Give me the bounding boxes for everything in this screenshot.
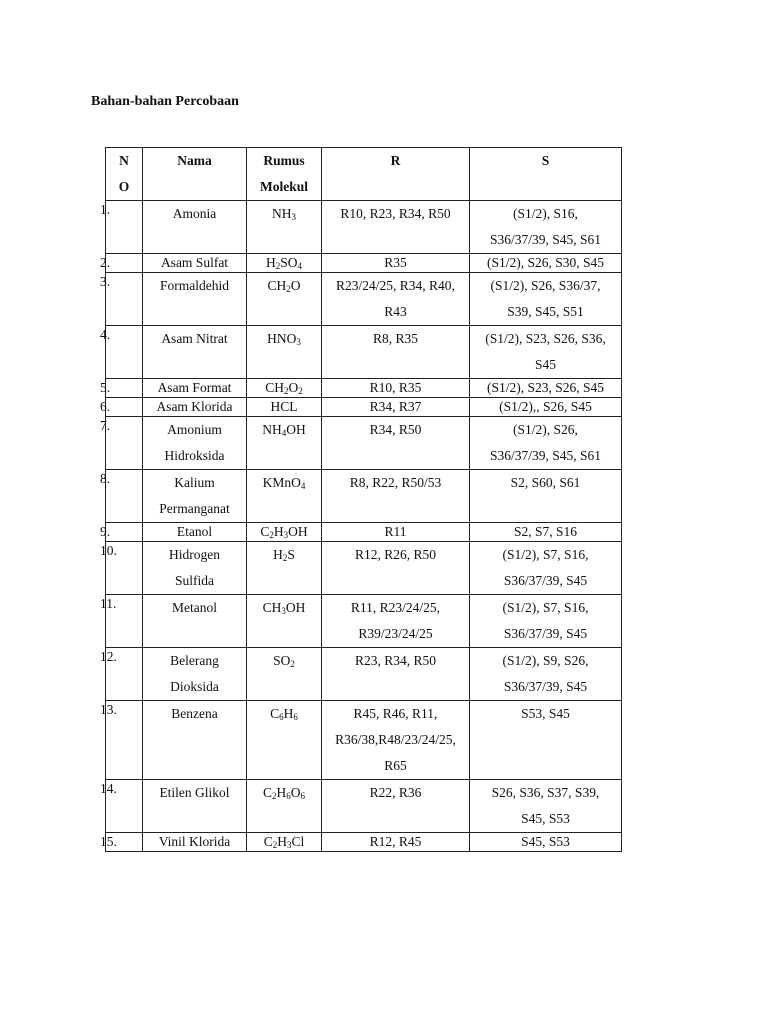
header-rumus (247, 148, 322, 201)
cell-r (322, 523, 470, 542)
formula-text: Cl (291, 834, 305, 849)
table-row (106, 780, 622, 833)
chemical-formula (273, 547, 295, 562)
cell-nama-line-1: Benzena (171, 706, 218, 721)
cell-r-line-1: R34, R50 (369, 422, 422, 437)
cell-s-line-1: S53, S45 (521, 706, 570, 721)
cell-no (100, 833, 143, 852)
table-row (106, 595, 622, 648)
cell-s (470, 833, 622, 852)
cell-rumus (247, 470, 322, 523)
cell-s-line-1: (S1/2), S16, (513, 206, 578, 221)
cell-r (322, 542, 470, 595)
cell-no (100, 523, 143, 542)
row-number: 11. (100, 596, 117, 611)
formula-text: KMnO (262, 475, 301, 490)
row-number: 2. (100, 255, 111, 270)
cell-s (470, 542, 622, 595)
row-number: 1. (100, 202, 111, 217)
table-row (106, 254, 622, 273)
cell-nama (143, 523, 247, 542)
header-no (106, 148, 143, 201)
cell-s (470, 254, 622, 273)
formula-text: C (270, 706, 280, 721)
cell-s-line-1: S26, S36, S37, S39, (491, 785, 600, 800)
formula-text: S (287, 547, 295, 562)
cell-s-line-2: S36/37/39, S45, S61 (489, 232, 602, 247)
cell-nama-line-1: Hidrogen (169, 547, 220, 562)
formula-subscript: 6 (300, 791, 305, 801)
formula-text: H (273, 524, 284, 539)
table-row (106, 379, 622, 398)
cell-s-line-2: S36/37/39, S45 (503, 679, 588, 694)
formula-subscript: 4 (300, 481, 306, 491)
formula-subscript: 2 (286, 284, 291, 294)
cell-r-line-1: R23, R34, R50 (354, 653, 436, 668)
cell-r-line-3: R65 (384, 758, 407, 773)
row-number: 12. (100, 649, 117, 664)
cell-nama (143, 542, 247, 595)
formula-text: NH (272, 206, 292, 221)
formula-subscript: 4 (281, 428, 287, 438)
cell-nama-line-2: Sulfida (175, 573, 214, 588)
formula-text: OH (285, 600, 306, 615)
cell-rumus (247, 780, 322, 833)
table-header (106, 148, 622, 201)
formula-subscript: 2 (298, 386, 303, 396)
row-number: 4. (100, 327, 111, 342)
cell-nama (143, 379, 247, 398)
table-row (106, 470, 622, 523)
cell-no (100, 379, 143, 398)
cell-s (470, 201, 622, 254)
formula-text: OH (288, 524, 308, 539)
cell-rumus (247, 398, 322, 417)
formula-text: C (260, 524, 270, 539)
chemical-formula (266, 255, 302, 270)
chemical-formula (271, 399, 298, 414)
formula-subscript: 2 (282, 553, 288, 563)
cell-s-line-1: (S1/2), S26, S30, S45 (486, 255, 605, 270)
chemical-formula (263, 475, 306, 490)
cell-rumus (247, 254, 322, 273)
cell-s (470, 595, 622, 648)
cell-nama-line-1: Vinil Klorida (158, 834, 231, 849)
table-row (106, 326, 622, 379)
formula-text: H (265, 255, 276, 270)
formula-subscript: 2 (275, 261, 281, 271)
cell-s (470, 379, 622, 398)
cell-r (322, 833, 470, 852)
cell-s (470, 780, 622, 833)
formula-subscript: 2 (290, 659, 295, 669)
formula-text: O (290, 278, 301, 293)
cell-r-line-1: R11 (384, 524, 407, 539)
cell-r (322, 595, 470, 648)
cell-s-line-2: S36/37/39, S45 (503, 573, 588, 588)
header-row (106, 148, 622, 201)
table-row (106, 201, 622, 254)
formula-text: O (290, 785, 301, 800)
formula-subscript: 6 (286, 791, 291, 801)
formula-text: OH (286, 422, 306, 437)
formula-subscript: 6 (293, 712, 298, 722)
cell-r-line-2: R39/23/24/25 (358, 626, 433, 641)
cell-s (470, 470, 622, 523)
cell-no (100, 542, 143, 595)
cell-s-line-1: (S1/2), S23, S26, S45 (486, 380, 605, 395)
header-s (470, 148, 622, 201)
cell-s (470, 326, 622, 379)
cell-rumus (247, 273, 322, 326)
row-number: 10. (100, 543, 117, 558)
header-no-line2: O (118, 179, 130, 194)
table-row (106, 523, 622, 542)
cell-r-line-1: R45, R46, R11, (353, 706, 438, 721)
cell-s-line-1: (S1/2), S7, S16, (502, 600, 589, 615)
cell-s (470, 701, 622, 780)
formula-text: H (276, 785, 287, 800)
cell-r (322, 417, 470, 470)
cell-r-line-1: R12, R45 (369, 834, 422, 849)
cell-nama-line-1: Formaldehid (160, 278, 229, 293)
cell-r-line-2: R43 (384, 304, 407, 319)
cell-r (322, 201, 470, 254)
formula-text: H (283, 706, 294, 721)
chemical-formula (265, 380, 303, 395)
chemical-formula (263, 785, 305, 800)
cell-no (100, 398, 143, 417)
cell-nama-line-1: Asam Nitrat (161, 331, 228, 346)
cell-r (322, 254, 470, 273)
cell-s (470, 273, 622, 326)
table-row (106, 648, 622, 701)
cell-s-line-1: S2, S60, S61 (510, 475, 581, 490)
formula-text: HNO (267, 331, 297, 346)
formula-subscript: 2 (272, 791, 277, 801)
row-number: 15. (100, 834, 117, 849)
cell-r-line-1: R22, R36 (369, 785, 422, 800)
cell-nama (143, 648, 247, 701)
formula-text: NH (262, 422, 282, 437)
cell-s-line-1: (S1/2), S7, S16, (502, 547, 589, 562)
header-rumus-line2: Molekul (259, 179, 308, 194)
formula-subscript: 3 (291, 212, 296, 222)
cell-no (100, 701, 143, 780)
cell-no (100, 595, 143, 648)
cell-r-line-1: R10, R23, R34, R50 (340, 206, 451, 221)
cell-r-line-1: R12, R26, R50 (354, 547, 436, 562)
row-number: 9. (100, 524, 111, 539)
cell-s-line-1: S45, S53 (521, 834, 570, 849)
materials-table (100, 147, 622, 852)
header-no-line1: N (119, 153, 129, 168)
cell-s-line-1: (S1/2), S23, S26, S36, (485, 331, 606, 346)
cell-nama (143, 201, 247, 254)
cell-s (470, 648, 622, 701)
cell-s-line-1: (S1/2),, S26, S45 (499, 399, 592, 414)
page-title: Bahan-bahan Percobaan (91, 94, 239, 109)
cell-no (100, 648, 143, 701)
cell-r (322, 273, 470, 326)
cell-s-line-2: S39, S45, S51 (507, 304, 584, 319)
cell-nama (143, 470, 247, 523)
cell-nama (143, 833, 247, 852)
cell-nama-line-1: Etilen Glikol (159, 785, 230, 800)
formula-subscript: 3 (281, 606, 286, 616)
cell-nama-line-1: Amonium (167, 422, 222, 437)
header-nama-label: Nama (177, 153, 212, 168)
formula-text: SO (280, 255, 298, 270)
cell-s (470, 417, 622, 470)
cell-nama (143, 595, 247, 648)
cell-no (100, 326, 143, 379)
cell-r-line-1: R8, R22, R50/53 (349, 475, 442, 490)
row-number: 3. (100, 274, 111, 289)
formula-text: HCL (270, 399, 298, 414)
cell-rumus (247, 523, 322, 542)
cell-s-line-1: (S1/2), S9, S26, (502, 653, 589, 668)
row-number: 6. (100, 399, 111, 414)
formula-subscript: 2 (284, 386, 289, 396)
cell-no (100, 273, 143, 326)
cell-s-line-2: S36/37/39, S45 (503, 626, 588, 641)
cell-s (470, 398, 622, 417)
formula-text: C (262, 785, 272, 800)
chemical-formula (267, 331, 301, 346)
chemical-formula (263, 600, 306, 615)
cell-no (100, 780, 143, 833)
table-row (106, 833, 622, 852)
cell-s-line-1: (S1/2), S26, S36/37, (490, 278, 601, 293)
header-r (322, 148, 470, 201)
cell-nama (143, 326, 247, 379)
formula-subscript: 3 (283, 530, 289, 540)
chemical-formula (260, 524, 307, 539)
table-row (106, 417, 622, 470)
cell-nama-line-1: Asam Klorida (156, 399, 233, 414)
cell-s-line-2: S45 (534, 357, 556, 372)
cell-rumus (247, 417, 322, 470)
table-row (106, 701, 622, 780)
cell-nama-line-1: Asam Format (157, 380, 232, 395)
cell-no (100, 254, 143, 273)
formula-subscript: 2 (272, 840, 278, 850)
cell-nama (143, 398, 247, 417)
formula-text: CH (265, 380, 284, 395)
table-body (100, 201, 622, 852)
formula-text: H (273, 547, 283, 562)
formula-text: CH (267, 278, 287, 293)
cell-nama-line-2: Hidroksida (164, 448, 225, 463)
formula-subscript: 6 (279, 712, 284, 722)
formula-text: SO (273, 653, 291, 668)
cell-r (322, 701, 470, 780)
header-nama (143, 148, 247, 201)
cell-rumus (247, 648, 322, 701)
cell-s-line-1: (S1/2), S26, (513, 422, 578, 437)
cell-nama (143, 780, 247, 833)
cell-r (322, 326, 470, 379)
cell-r (322, 379, 470, 398)
cell-r-line-1: R23/24/25, R34, R40, (336, 278, 455, 293)
cell-nama (143, 273, 247, 326)
chemical-formula (272, 206, 296, 221)
row-number: 13. (100, 702, 117, 717)
cell-nama-line-1: Asam Sulfat (160, 255, 229, 270)
table-row (106, 542, 622, 595)
cell-rumus (247, 379, 322, 398)
cell-nama-line-1: Amonia (172, 206, 217, 221)
cell-rumus (247, 326, 322, 379)
cell-r (322, 470, 470, 523)
cell-r (322, 648, 470, 701)
cell-nama (143, 254, 247, 273)
cell-s-line-2: S45, S53 (521, 811, 570, 826)
chemical-formula (273, 653, 295, 668)
cell-rumus (247, 595, 322, 648)
cell-r (322, 398, 470, 417)
chemical-formula (262, 422, 306, 437)
row-number: 8. (100, 471, 111, 486)
cell-rumus (247, 542, 322, 595)
cell-r-line-1: R11, R23/24/25, (350, 600, 441, 615)
cell-r-line-1: R10, R35 (369, 380, 422, 395)
cell-nama (143, 417, 247, 470)
chemical-formula (267, 278, 300, 293)
formula-text: H (277, 834, 287, 849)
cell-r (322, 780, 470, 833)
formula-subscript: 3 (296, 337, 301, 347)
cell-nama (143, 701, 247, 780)
formula-subscript: 4 (297, 261, 302, 271)
row-number: 7. (100, 418, 111, 433)
header-r-label: R (390, 153, 401, 168)
formula-subscript: 3 (287, 840, 292, 850)
cell-nama-line-1: Etanol (176, 524, 213, 539)
cell-nama-line-1: Kalium (174, 475, 215, 490)
cell-r-line-1: R34, R37 (369, 399, 422, 414)
row-number: 14. (100, 781, 117, 796)
header-rumus-line1: Rumus (263, 153, 305, 168)
formula-text: C (263, 834, 273, 849)
table-row (106, 398, 622, 417)
cell-no (100, 470, 143, 523)
header-s-label: S (541, 153, 550, 168)
cell-nama-line-2: Dioksida (170, 679, 219, 694)
cell-r-line-1: R35 (384, 255, 407, 270)
formula-text: CH (262, 600, 282, 615)
cell-rumus (247, 701, 322, 780)
chemical-formula (270, 706, 298, 721)
table-row (106, 273, 622, 326)
chemical-formula (264, 834, 305, 849)
cell-nama-line-1: Metanol (172, 600, 217, 615)
cell-r-line-2: R36/38,R48/23/24/25, (335, 732, 456, 747)
cell-nama-line-2: Permanganat (159, 501, 230, 516)
cell-rumus (247, 833, 322, 852)
cell-s-line-1: S2, S7, S16 (513, 524, 578, 539)
cell-r-line-1: R8, R35 (372, 331, 418, 346)
cell-nama-line-1: Belerang (170, 653, 219, 668)
formula-text: O (288, 380, 299, 395)
cell-no (100, 417, 143, 470)
cell-s (470, 523, 622, 542)
cell-no (100, 201, 143, 254)
cell-s-line-2: S36/37/39, S45, S61 (489, 448, 602, 463)
row-number: 5. (100, 380, 111, 395)
cell-rumus (247, 201, 322, 254)
formula-subscript: 2 (269, 530, 274, 540)
